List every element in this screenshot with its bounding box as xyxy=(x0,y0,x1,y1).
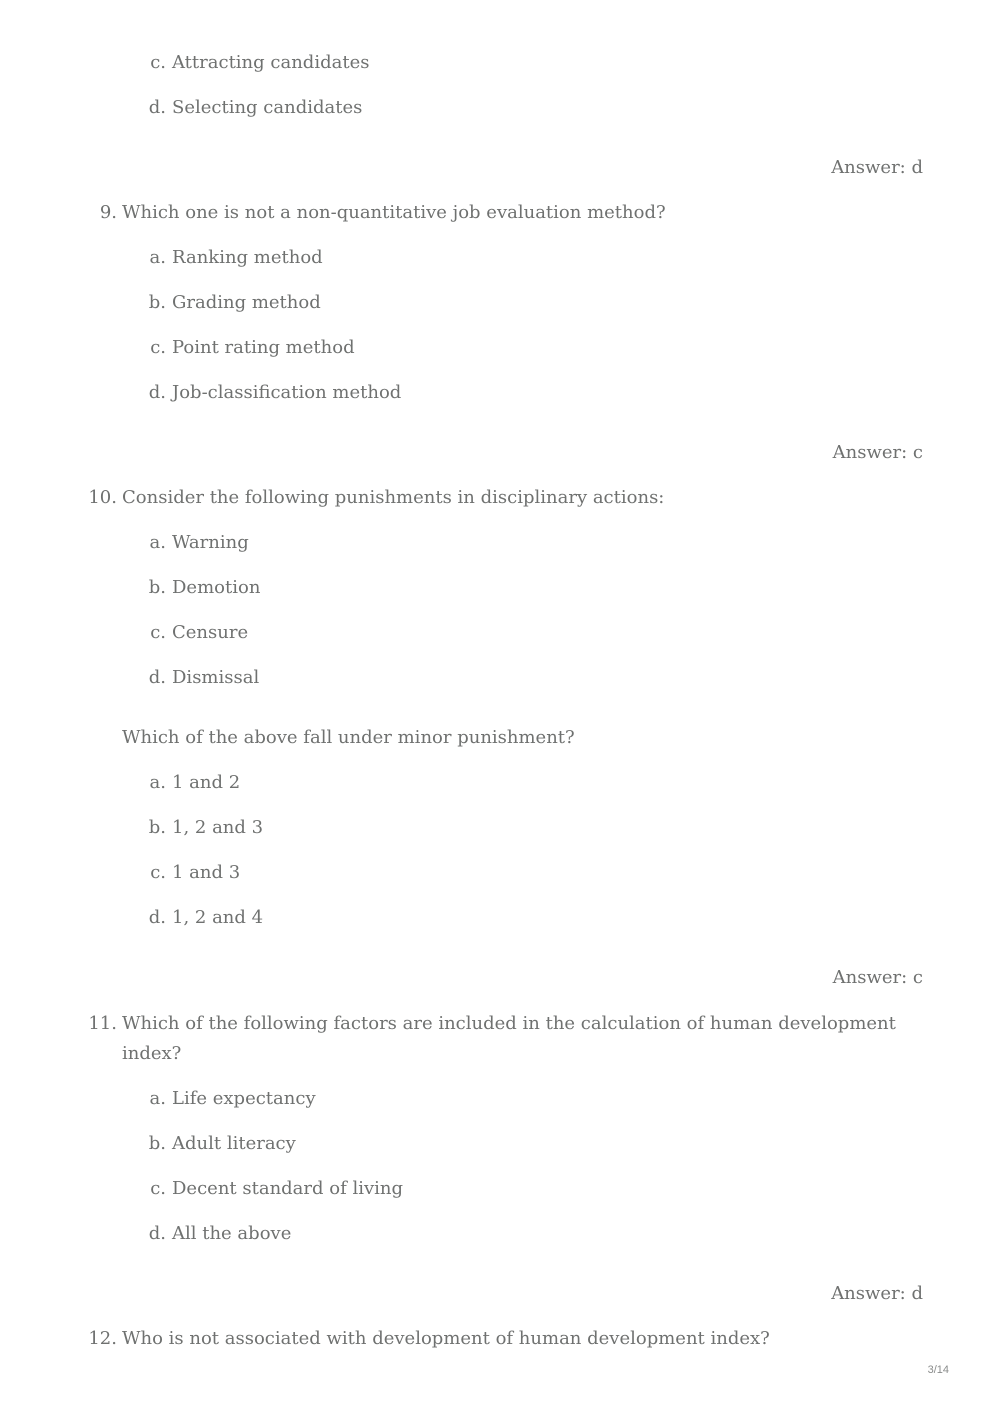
option-text: Decent standard of living xyxy=(172,1178,404,1199)
question-number: 11. xyxy=(88,1013,117,1034)
option-text: 1 and 3 xyxy=(172,862,241,883)
item-text: Demotion xyxy=(172,577,261,598)
option-text: Point rating method xyxy=(172,337,355,358)
option-letter: b. xyxy=(148,817,166,838)
question-text: Consider the following punishments in disciplinary actions: xyxy=(122,487,665,508)
option-text: Selecting candidates xyxy=(172,97,363,118)
option-text: Ranking method xyxy=(172,247,323,268)
item-text: Warning xyxy=(172,532,249,553)
option-text: Grading method xyxy=(172,292,321,313)
option-text: Attracting candidates xyxy=(172,52,370,73)
item-letter: d. xyxy=(148,667,166,688)
option-letter: b. xyxy=(148,1133,166,1154)
question-text-continued: index? xyxy=(122,1043,182,1064)
option-letter: d. xyxy=(148,1223,166,1244)
option-text: 1 and 2 xyxy=(172,772,241,793)
option-letter: d. xyxy=(148,382,166,403)
question-text: Who is not associated with development of human development index? xyxy=(122,1328,770,1349)
item-text: Censure xyxy=(172,622,249,643)
option-letter: b. xyxy=(148,292,166,313)
option-letter: a. xyxy=(149,247,166,268)
item-letter: b. xyxy=(148,577,166,598)
question-text: Which one is not a non-quantitative job evaluation method? xyxy=(122,202,666,223)
option-text: Adult literacy xyxy=(172,1133,296,1154)
option-text: 1, 2 and 3 xyxy=(172,817,264,838)
option-letter: a. xyxy=(149,772,166,793)
question-number: 10. xyxy=(88,487,117,508)
answer-label: Answer: d xyxy=(831,1283,923,1304)
option-text: 1, 2 and 4 xyxy=(172,907,264,928)
answer-label: Answer: d xyxy=(831,157,923,178)
option-letter: d. xyxy=(148,907,166,928)
option-text: Job-classification method xyxy=(172,382,402,403)
option-letter: a. xyxy=(149,1088,166,1109)
question-number: 12. xyxy=(88,1328,117,1349)
item-text: Dismissal xyxy=(172,667,260,688)
option-letter: d. xyxy=(148,97,166,118)
option-letter: c. xyxy=(150,337,166,358)
question-number: 9. xyxy=(99,202,117,223)
answer-label: Answer: c xyxy=(832,967,923,988)
item-letter: a. xyxy=(149,532,166,553)
option-letter: c. xyxy=(150,1178,166,1199)
option-letter: c. xyxy=(150,862,166,883)
answer-label: Answer: c xyxy=(832,442,923,463)
option-text: All the above xyxy=(172,1223,292,1244)
option-text: Life expectancy xyxy=(172,1088,316,1109)
question-text: Which of the following factors are included in the calculation of human development xyxy=(122,1013,896,1034)
item-letter: c. xyxy=(150,622,166,643)
sub-question-text: Which of the above fall under minor punishment? xyxy=(122,727,575,748)
option-letter: c. xyxy=(150,52,166,73)
page-number: 3/14 xyxy=(927,1364,949,1376)
